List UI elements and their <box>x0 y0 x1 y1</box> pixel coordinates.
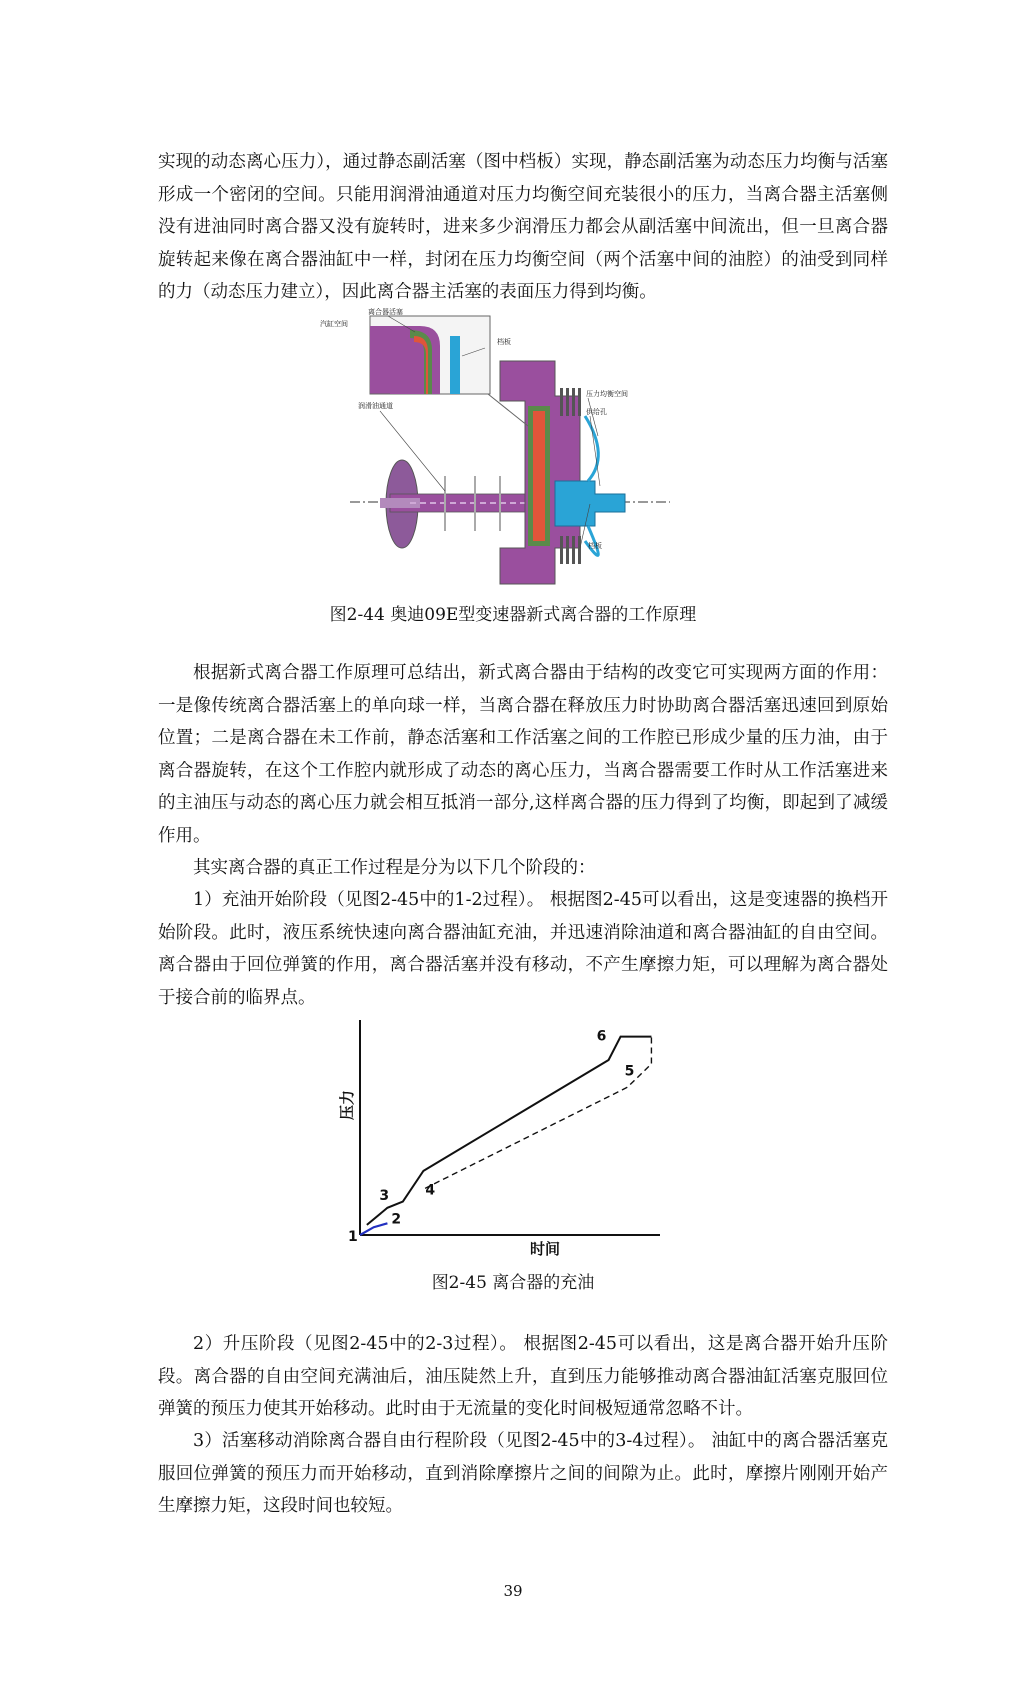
label-clutch-piston: 离合器活塞 <box>368 308 403 316</box>
label-baffle-bottom: 档板 <box>588 542 602 550</box>
label-baffle-top: 档板 <box>497 338 511 346</box>
paragraph-4: 1）充油开始阶段（见图2-45中的1-2过程）。 根据图2-45可以看出，这是变速器的换档开始阶段。此时，液压系统快速向离合器油缸充油，并迅速消除油道和离合器油缸的自由空间。离合器由于回位弹簧的作用，离合器活塞并没有移动，不产生摩擦力矩，可以理解为离合器处于接合前的临界点。 <box>158 890 888 1008</box>
page-number: 39 <box>503 1582 523 1600</box>
paragraph-5: 2）升压阶段（见图2-45中的2-3过程）。 根据图2-45可以看出，这是离合器开始升压阶段。离合器的自由空间充满油后，油压陡然上升，直到压力能够推动离合器油缸活塞克服回位弹簧的预压力使其开始移动。此时由于无流量的变化时间极短通常忽略不计。 <box>158 1334 888 1419</box>
paragraph-6: 3）活塞移动消除离合器自由行程阶段（见图2-45中的3-4过程）。 油缸中的离合器活塞克服回位弹簧的预压力而开始移动，直到消除摩擦片之间的间隙为止。此时，摩擦片刚刚开始产生摩擦力矩，这段时间也较短。 <box>158 1431 888 1516</box>
label-oil-supply-hole: 供给孔 <box>586 408 607 416</box>
paragraph-1: 实现的动态离心压力），通过静态副活塞（图中档板）实现，静态副活塞为动态压力均衡与活塞形成一个密闭的空间。只能用润滑油通道对压力均衡空间充装很小的压力，当离合器主活塞侧没有进油同时离合器又没有旋转时，进来多少润滑压力都会从副活塞中间流出，但一旦离合器旋转起来像在离合器油缸中一样，封闭在压力均衡空间（两个活塞中间的油腔）的油受到同样的力（动态压力建立），因此离合器主活塞的表面压力得到均衡。 <box>158 152 888 302</box>
figure-2-45-chart <box>330 1010 680 1260</box>
chart-point-label-6: 6 <box>596 1028 607 1045</box>
figure-2-45-caption: 图2-45 离合器的充油 <box>431 1273 595 1293</box>
chart-point-label-4: 4 <box>425 1182 436 1199</box>
chart-series-solid <box>367 1037 652 1228</box>
chart-point-label-5: 5 <box>624 1063 635 1080</box>
label-lube-channel: 润滑油通道 <box>358 402 393 410</box>
figure-2-44-diagram <box>320 308 670 584</box>
label-cylinder-space: 汽缸空间 <box>320 320 348 328</box>
paragraph-3: 其实离合器的真正工作过程是分为以下几个阶段的： <box>193 858 596 878</box>
chart-point-label-3: 3 <box>379 1187 390 1204</box>
chart-y-axis-label: 压力 <box>338 1089 356 1120</box>
chart-point-label-2: 2 <box>391 1211 402 1228</box>
chart-point-label-1: 1 <box>348 1229 358 1245</box>
label-pressure-balance-space: 压力均衡空间 <box>586 390 628 398</box>
chart-series-dashed <box>425 1037 651 1189</box>
figure-2-44-caption: 图2-44 奥迪09E型变速器新式离合器的工作原理 <box>329 605 697 625</box>
paragraph-2: 根据新式离合器工作原理可总结出，新式离合器由于结构的改变它可实现两方面的作用：一是像传统离合器活塞上的单向球一样，当离合器在释放压力时协助离合器活塞迅速回到原始位置；二是离合器在未工作前，静态活塞和工作活塞之间的工作腔已形成少量的压力油，由于离合器旋转，在这个工作腔内就形成了动态的离心压力，当离合器需要工作时从工作活塞进来的主油压与动态的离心压力就会相互抵消一部分,这样离合器的压力得到了均衡，即起到了减缓作用。 <box>158 663 888 846</box>
chart-series-fill-start <box>360 1223 387 1235</box>
chart-x-axis-label: 时间 <box>530 1240 561 1258</box>
